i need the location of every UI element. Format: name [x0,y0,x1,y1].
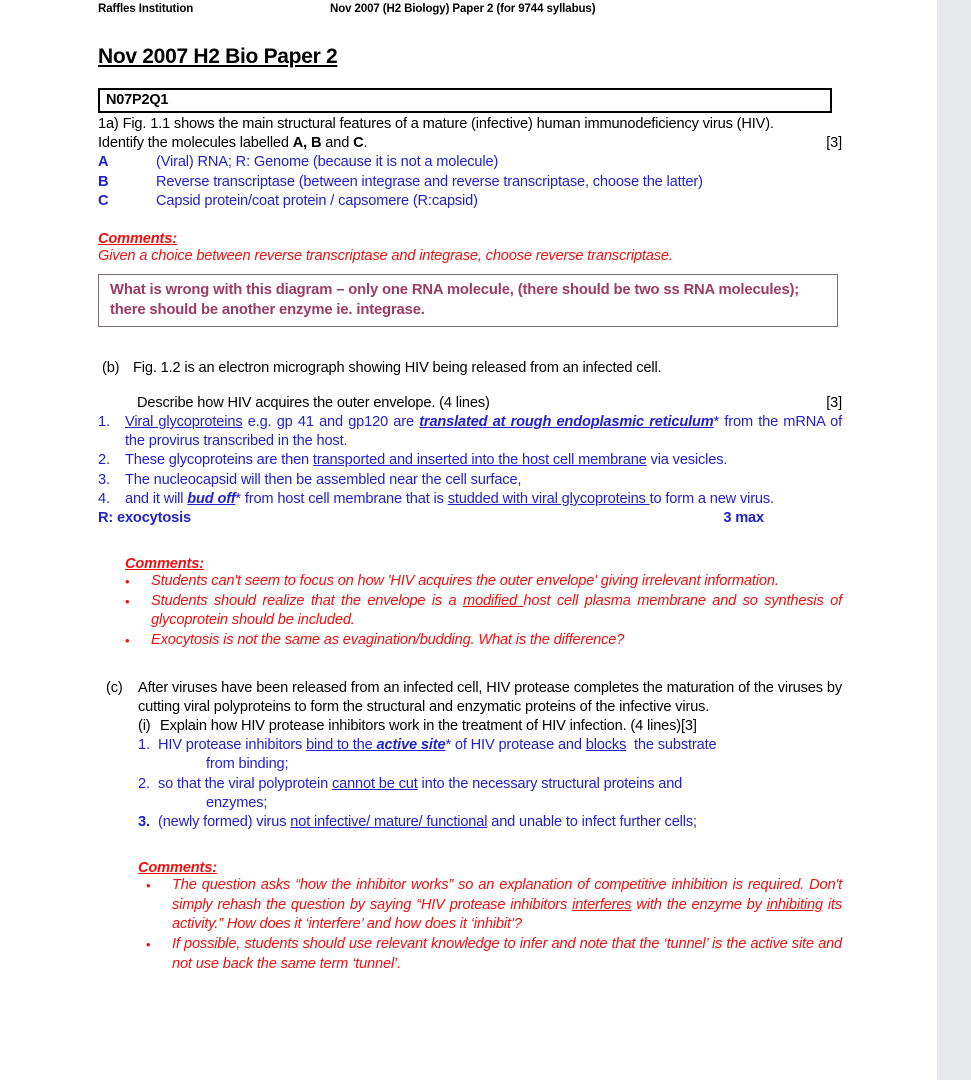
q1c-stem-text: After viruses have been released from an infected cell, HIV protease completes the maturation of the viruses by cutting viral polyproteins to form the structural and enzymatic proteins of the infective virus. [138,679,842,715]
q1b-answer-2-num: 2. [98,452,110,469]
q1a-answer-b [98,173,842,192]
q1c-stem-label: (c) [106,679,123,696]
q1b-answer-4-num: 4. [98,490,110,507]
q1a-answer-c-key: C [98,192,109,209]
q1b-describe-line [98,394,842,413]
q1c-part-i-label: (i) [138,718,151,735]
q1a-comment-line: Given a choice between reverse transcriptase and integrase, choose reverse transcriptase. [98,248,673,265]
q1b-stem-label: (b) [102,359,120,376]
q1b-answer-3-num: 3. [98,471,110,488]
q1c-answer-1 [138,736,842,774]
q1a-answer-a-key: A [98,154,109,171]
question-code-box: N07P2Q1 [98,88,832,113]
q1a-answer-b-key: B [98,173,109,190]
q1a-warning-box: What is wrong with this diagram – only one RNA molecule, (there should be two ss RNA molecules); there should be another enzyme ie. integrase. [98,274,838,327]
q1a-label-ab: A, B [292,135,322,152]
bullet-icon: • [125,633,130,649]
bullet-icon: • [125,574,130,590]
q1b-comment-1-text: Students can't seem to focus on how 'HIV acquires the outer envelope' giving irrelevant information. [151,573,779,590]
page-right-gutter [937,0,971,1080]
q1a-identify-end: . [363,135,368,152]
q1b-describe-text: Describe how HIV acquires the outer envelope. (4 lines) [137,394,490,411]
q1a-answer-c [98,192,842,211]
bullet-icon: • [125,593,130,609]
q1b-answer-4-text: and it will bud off* from host cell membrane that is studded with viral glycoproteins to form a new virus. [125,490,774,507]
q1b-answer-1-text: Viral glycoproteins e.g. gp 41 and gp120 are translated at rough endoplasmic reticulum* from the mRNA of the provirus transcribed in the host. [125,414,842,450]
q1a-label-c: C [353,135,364,152]
q1b-comment-3-text: Exocytosis is not the same as evagination/budding. What is the difference? [151,632,625,649]
q1a-stem-label: 1a) [98,116,119,132]
q1a-stem-text: Fig. 1.1 shows the main structural features of a mature (infective) human immunodeficiency virus (HIV). [122,116,774,132]
q1b-comment-1 [98,572,842,592]
running-header-right: Nov 2007 (H2 Biology) Paper 2 (for 9744 syllabus) [330,3,596,15]
q1a-answer-c-text: Capsid protein/coat protein / capsomere (R:capsid) [156,192,478,209]
q1a-identify-text: Identify the molecules labelled [98,135,293,152]
q1c-comment-1-text: The question asks “how the inhibitor works” so an explanation of competitive inhibition is required. Don't simply rehash the question by saying “HIV protease inhibitors interferes with the enzyme by inhibiting its activity.” How does it ‘interfere’ and how does it ‘inhibit’? [172,877,842,933]
q1b-comments-heading: Comments: [125,556,204,573]
q1b-comment-2 [98,592,842,631]
q1b-answer-1-num: 1. [98,414,110,431]
q1c-answer-2 [138,775,842,813]
q1b-stem-text: Fig. 1.2 is an electron micrograph showing HIV being released from an infected cell. [133,359,662,376]
q1a-answer-a-text: (Viral) RNA; R: Genome (because it is not a molecule) [156,154,499,171]
q1b-reject-text: R: exocytosis [98,510,191,527]
q1c-comment-2-text: If possible, students should use relevant knowledge to infer and note that the ‘tunnel’ is the active site and not use back the same term ‘tunnel’. [172,936,842,972]
q1b-answer-2 [98,451,842,470]
q1b-answer-4 [98,490,842,509]
q1c-answer-2-text: so that the viral polyprotein cannot be cut into the necessary structural proteins and enzymes; [158,775,683,811]
q1c-stem [106,679,842,717]
q1a-stem [98,115,842,134]
q1a-comments-heading: Comments: [98,231,177,248]
q1c-part-i-question: Explain how HIV protease inhibitors work in the treatment of HIV infection. (4 lines) [160,718,681,735]
q1c-answer-3-text: (newly formed) virus not infective/ mature/ functional and unable to infect further cells; [158,814,697,831]
q1c-answer-2-num: 2. [138,775,150,792]
q1b-max-marks: 3 max [723,510,764,527]
q1b-answer-1 [98,413,842,451]
q1c-comment-2 [98,935,842,974]
bullet-icon: • [146,878,151,894]
q1b-comment-2-text: Students should realize that the envelope is a modified host cell plasma membrane and so synthesis of glycoprotein should be included. [151,592,843,629]
q1b-reject-line [98,509,842,528]
q1a-answer-a [98,153,842,172]
q1b-describe-marks: [3] [826,394,842,411]
q1c-answer-3-num: 3. [138,814,150,831]
bullet-icon: • [146,937,151,953]
running-header [98,0,842,15]
q1c-answer-1-text: HIV protease inhibitors bind to the active site* of HIV protease and blocks the substrate from binding; [158,737,717,773]
q1b-comment-3 [98,631,842,651]
q1a-answer-b-text: Reverse transcriptase (between integrase and reverse transcriptase, choose the latter) [156,173,703,190]
q1c-answer-1-num: 1. [138,737,150,754]
q1b-answer-3-text: The nucleocapsid will then be assembled near the cell surface, [125,471,522,488]
running-header-left: Raffles Institution [98,3,194,15]
q1c-comments-heading: Comments: [138,860,217,877]
q1a-identify-mid: and [321,135,354,152]
q1c-part-i-text [160,717,842,736]
q1c-answer-3 [138,813,842,832]
q1c-part-i [138,717,842,736]
document-content [98,0,842,974]
q1b-stem [102,359,842,378]
q1a-identify-line [98,134,842,153]
q1b-answer-3 [98,471,842,490]
q1a-marks: [3] [826,135,842,152]
q1c-part-i-marks: [3] [680,718,697,735]
page-title: Nov 2007 H2 Bio Paper 2 [98,45,338,68]
q1b-answer-2-text: These glycoproteins are then transported and inserted into the host cell membrane via vesicles. [125,452,728,469]
q1c-comment-1 [98,876,842,935]
